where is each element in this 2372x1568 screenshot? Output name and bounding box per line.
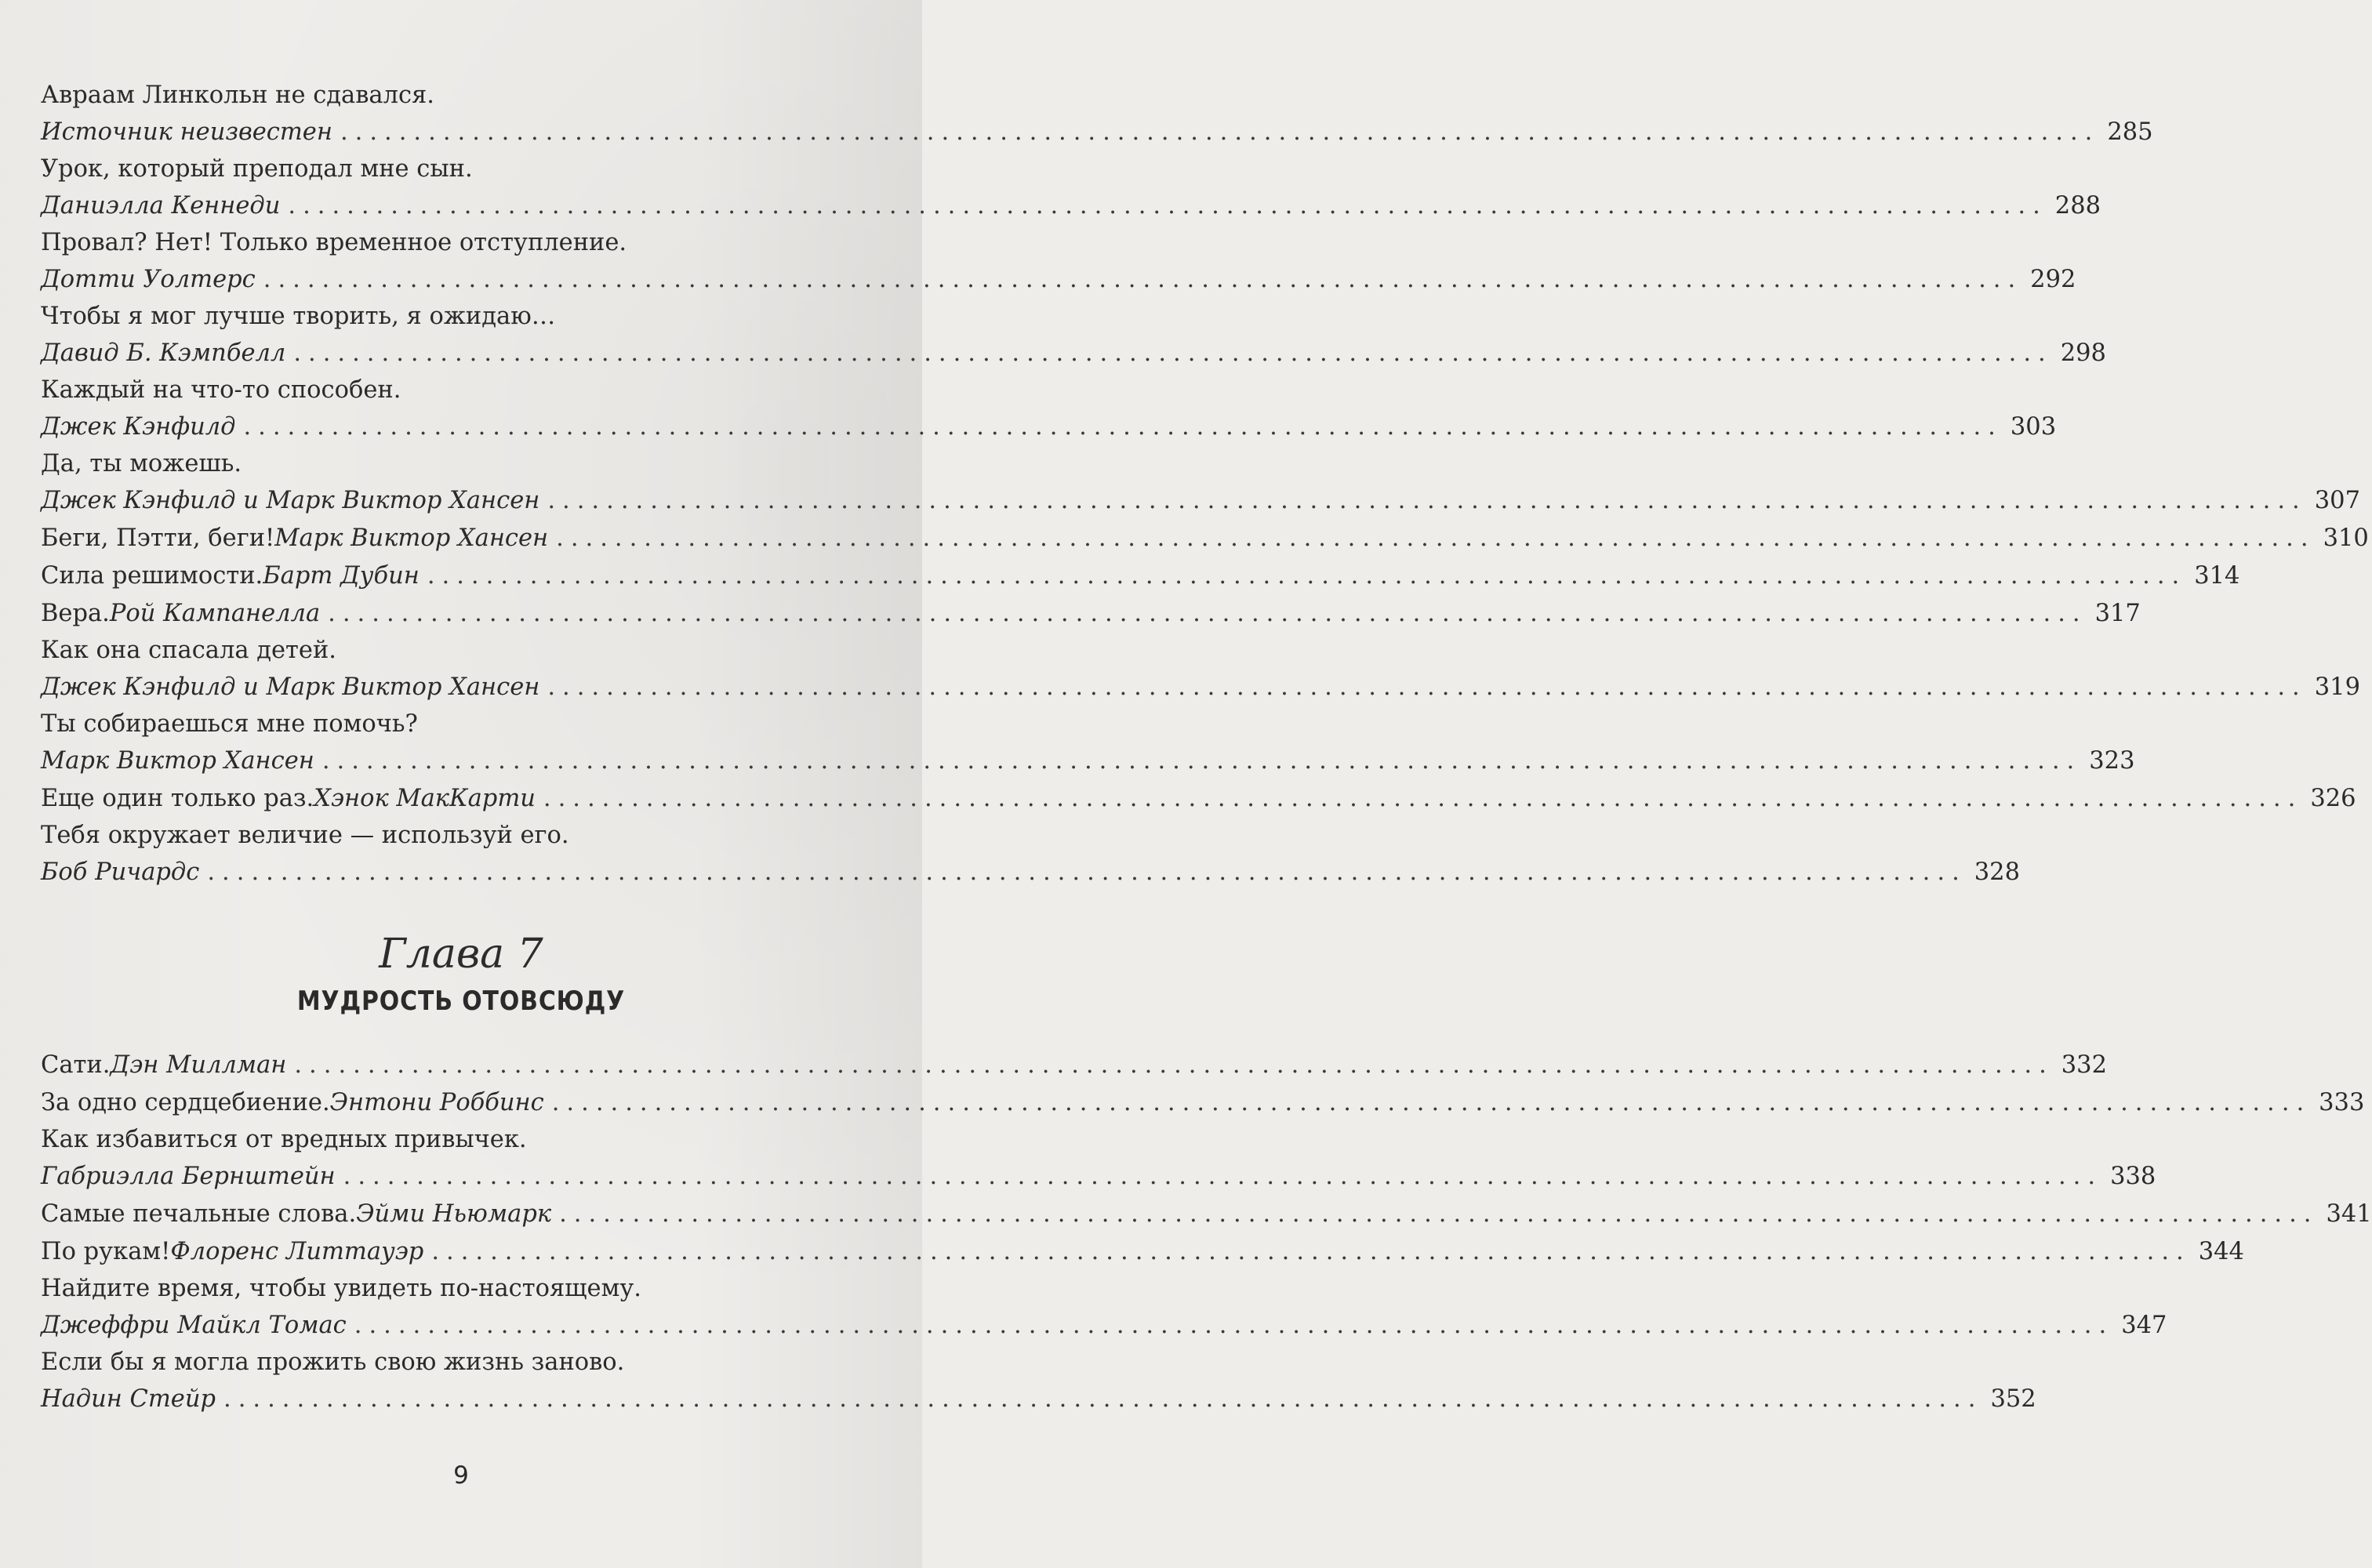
toc-entry-leader-line (41, 742, 2135, 780)
toc-entry-page-number: 347 (2121, 1312, 2167, 1339)
dot-leader: ........................................................................................................................ (343, 1163, 2103, 1190)
toc-entry-author: Флоренс Литтауэр (170, 1238, 424, 1265)
toc-entry-page-number: 288 (2054, 192, 2101, 220)
toc-entry-leader-line (41, 520, 2369, 557)
toc-entry-leader-line (41, 595, 2141, 633)
toc-entry (41, 1345, 2036, 1418)
toc-entry (41, 557, 2240, 595)
dot-leader: ........................................................................................................................ (223, 1385, 1983, 1413)
toc-entry-leader-line (41, 557, 2240, 595)
toc-entry-title: Еще один только раз. (41, 785, 314, 812)
toc-entry-page-number: 341 (2326, 1200, 2372, 1228)
toc-entry-title: Чтобы я мог лучше творить, я ожидаю… (41, 303, 556, 330)
toc-entry-author: Источник неизвестен (41, 118, 332, 146)
toc-entry-page-number: 303 (2010, 413, 2057, 441)
toc-entry-title: Сати. (41, 1051, 111, 1079)
toc-entry (41, 633, 2360, 706)
toc-entry-title: По рукам! (41, 1238, 171, 1265)
dot-leader: ........................................................................................................................ (543, 785, 2303, 812)
toc-entry (41, 1122, 2156, 1196)
toc-entry (41, 1271, 2167, 1345)
toc-entry-author: Джек Кэнфилд и Марк Виктор Хансен (41, 487, 540, 514)
dot-leader: ........................................................................................................................ (293, 339, 2053, 367)
toc-entry-page-number: 323 (2089, 747, 2135, 775)
toc-entry-author: Габриэлла Бернштейн (41, 1163, 336, 1190)
toc-entry-page-number: 338 (2110, 1163, 2156, 1190)
toc-entry-title: Да, ты можешь. (41, 450, 242, 477)
toc-entry-title: Если бы я могла прожить свою жизнь заново. (41, 1348, 625, 1376)
toc-list-part1 (41, 78, 2369, 891)
toc-entry-author: Джек Кэнфилд (41, 413, 236, 441)
chapter-title: МУДРОСТЬ ОТОВСЮДУ (296, 985, 626, 1017)
toc-entry-page-number: 333 (2319, 1089, 2365, 1116)
toc-entry-leader-line (41, 1307, 2167, 1345)
dot-leader: ........................................................................................................................ (207, 858, 1967, 886)
dot-leader: ........................................................................................................................ (431, 1238, 2191, 1265)
toc-entry-leader-line (41, 187, 2101, 225)
toc-entry-title: Как избавиться от вредных привычек. (41, 1126, 527, 1153)
toc-entry-author: Хэнок МакКарти (314, 785, 536, 812)
toc-entry (41, 1196, 2372, 1233)
toc-entry-leader-line (41, 1381, 2036, 1418)
toc-entry-page-number: 307 (2314, 487, 2360, 514)
toc-entry-leader-line (41, 1084, 2365, 1122)
toc-entry-leader-line (41, 1158, 2156, 1196)
toc-entry-author: Дэн Миллман (110, 1051, 287, 1079)
toc-entry-title: Авраам Линкольн не сдавался. (41, 82, 434, 109)
toc-entry-title: Как она спасала детей. (41, 637, 337, 664)
toc-entry-author: Энтони Роббинс (329, 1089, 544, 1116)
toc-entry-author: Рой Кампанелла (109, 600, 321, 627)
toc-entry-author: Джек Кэнфилд и Марк Виктор Хансен (41, 673, 540, 701)
toc-entry-leader-line (41, 114, 2153, 151)
toc-entry (41, 78, 2153, 151)
dot-leader: ........................................................................................................................ (354, 1312, 2114, 1339)
toc-entry-leader-line (41, 1196, 2372, 1233)
dot-leader: ........................................................................................................................ (328, 600, 2087, 627)
toc-entry (41, 706, 2135, 780)
toc-entry-title: Тебя окружает величие — используй его. (41, 822, 569, 849)
dot-leader: ........................................................................................................................ (321, 747, 2082, 775)
toc-entry-title: Провал? Нет! Только временное отступление. (41, 229, 627, 256)
toc-entry (41, 1084, 2365, 1122)
toc-entry-author: Барт Дубин (263, 562, 420, 590)
toc-entry-author: Эйми Ньюмарк (356, 1200, 552, 1228)
dot-leader: ........................................................................................................................ (547, 487, 2307, 514)
toc-entry-page-number: 326 (2310, 785, 2356, 812)
toc-entry-title: Ты собираешься мне помочь? (41, 710, 418, 738)
toc-entry (41, 595, 2141, 633)
toc-entry-author: Давид Б. Кэмпбелл (41, 339, 286, 367)
toc-entry-leader-line (41, 1233, 2244, 1271)
chapter-label: Глава 7 (379, 931, 543, 978)
toc-entry-title: Вера. (41, 600, 110, 627)
dot-leader: ........................................................................................................................ (559, 1200, 2319, 1228)
toc-entry (41, 225, 2076, 299)
toc-entry-page-number: 344 (2198, 1238, 2244, 1265)
toc-entry-leader-line (41, 1047, 2107, 1084)
toc-entry-leader-line (41, 261, 2076, 299)
toc-entry (41, 780, 2356, 818)
dot-leader: ........................................................................................................................ (288, 192, 2047, 220)
toc-entry-title: Урок, который преподал мне сын. (41, 155, 473, 183)
dot-leader: ........................................................................................................................ (340, 118, 2100, 146)
toc-entry-page-number: 298 (2060, 339, 2106, 367)
toc-entry-page-number: 332 (2061, 1051, 2107, 1079)
toc-entry-author: Марк Виктор Хансен (274, 524, 549, 552)
toc-entry-page-number: 319 (2314, 673, 2360, 701)
toc-entry (41, 372, 2057, 446)
page-number: 9 (453, 1461, 469, 1490)
toc-entry-title: Беги, Пэтти, беги! (41, 524, 275, 552)
toc-entry (41, 520, 2369, 557)
toc-entry-leader-line (41, 482, 2360, 520)
dot-leader: ........................................................................................................................ (294, 1051, 2054, 1079)
toc-entry-page-number: 292 (2030, 266, 2076, 293)
toc-entry (41, 818, 2020, 891)
toc-entry-leader-line (41, 854, 2020, 891)
toc-list-part2 (41, 1047, 2372, 1418)
toc-entry-author: Надин Стейр (41, 1385, 216, 1413)
dot-leader: ........................................................................................................................ (547, 673, 2307, 701)
toc-entry-page-number: 317 (2094, 600, 2141, 627)
toc-entry-title: За одно сердцебиение. (41, 1089, 330, 1116)
toc-entry-author: Даниэлла Кеннеди (41, 192, 281, 220)
toc-entry-page-number: 352 (1990, 1385, 2036, 1413)
dot-leader: ........................................................................................................................ (556, 524, 2316, 552)
toc-entry-page-number: 328 (1974, 858, 2020, 886)
dot-leader: ........................................................................................................................ (263, 266, 2023, 293)
toc-entry (41, 1047, 2107, 1084)
toc-entry-leader-line (41, 408, 2057, 446)
toc-entry (41, 151, 2101, 225)
toc-entry-title: Сила решимости. (41, 562, 263, 590)
dot-leader: ........................................................................................................................ (427, 562, 2187, 590)
toc-entry-title: Каждый на что-то способен. (41, 376, 401, 404)
toc-entry (41, 1233, 2244, 1271)
toc-entry-author: Боб Ричардс (41, 858, 200, 886)
toc-entry-page-number: 314 (2194, 562, 2240, 590)
toc-entry-title: Найдите время, чтобы увидеть по-настоящему. (41, 1275, 641, 1302)
dot-leader: ........................................................................................................................ (551, 1089, 2312, 1116)
toc-entry-leader-line (41, 780, 2356, 818)
toc-entry (41, 446, 2360, 520)
toc-entry-leader-line (41, 669, 2360, 706)
toc-entry-author: Джеффри Майкл Томас (41, 1312, 347, 1339)
toc-entry-title: Самые печальные слова. (41, 1200, 357, 1228)
toc-entry-author: Марк Виктор Хансен (41, 747, 314, 775)
toc-entry-leader-line (41, 335, 2106, 372)
toc-entry-page-number: 285 (2107, 118, 2153, 146)
toc-entry (41, 299, 2106, 372)
toc-entry-page-number: 310 (2323, 524, 2369, 552)
toc-entry-author: Дотти Уолтерс (41, 266, 256, 293)
dot-leader: ........................................................................................................................ (243, 413, 2003, 441)
